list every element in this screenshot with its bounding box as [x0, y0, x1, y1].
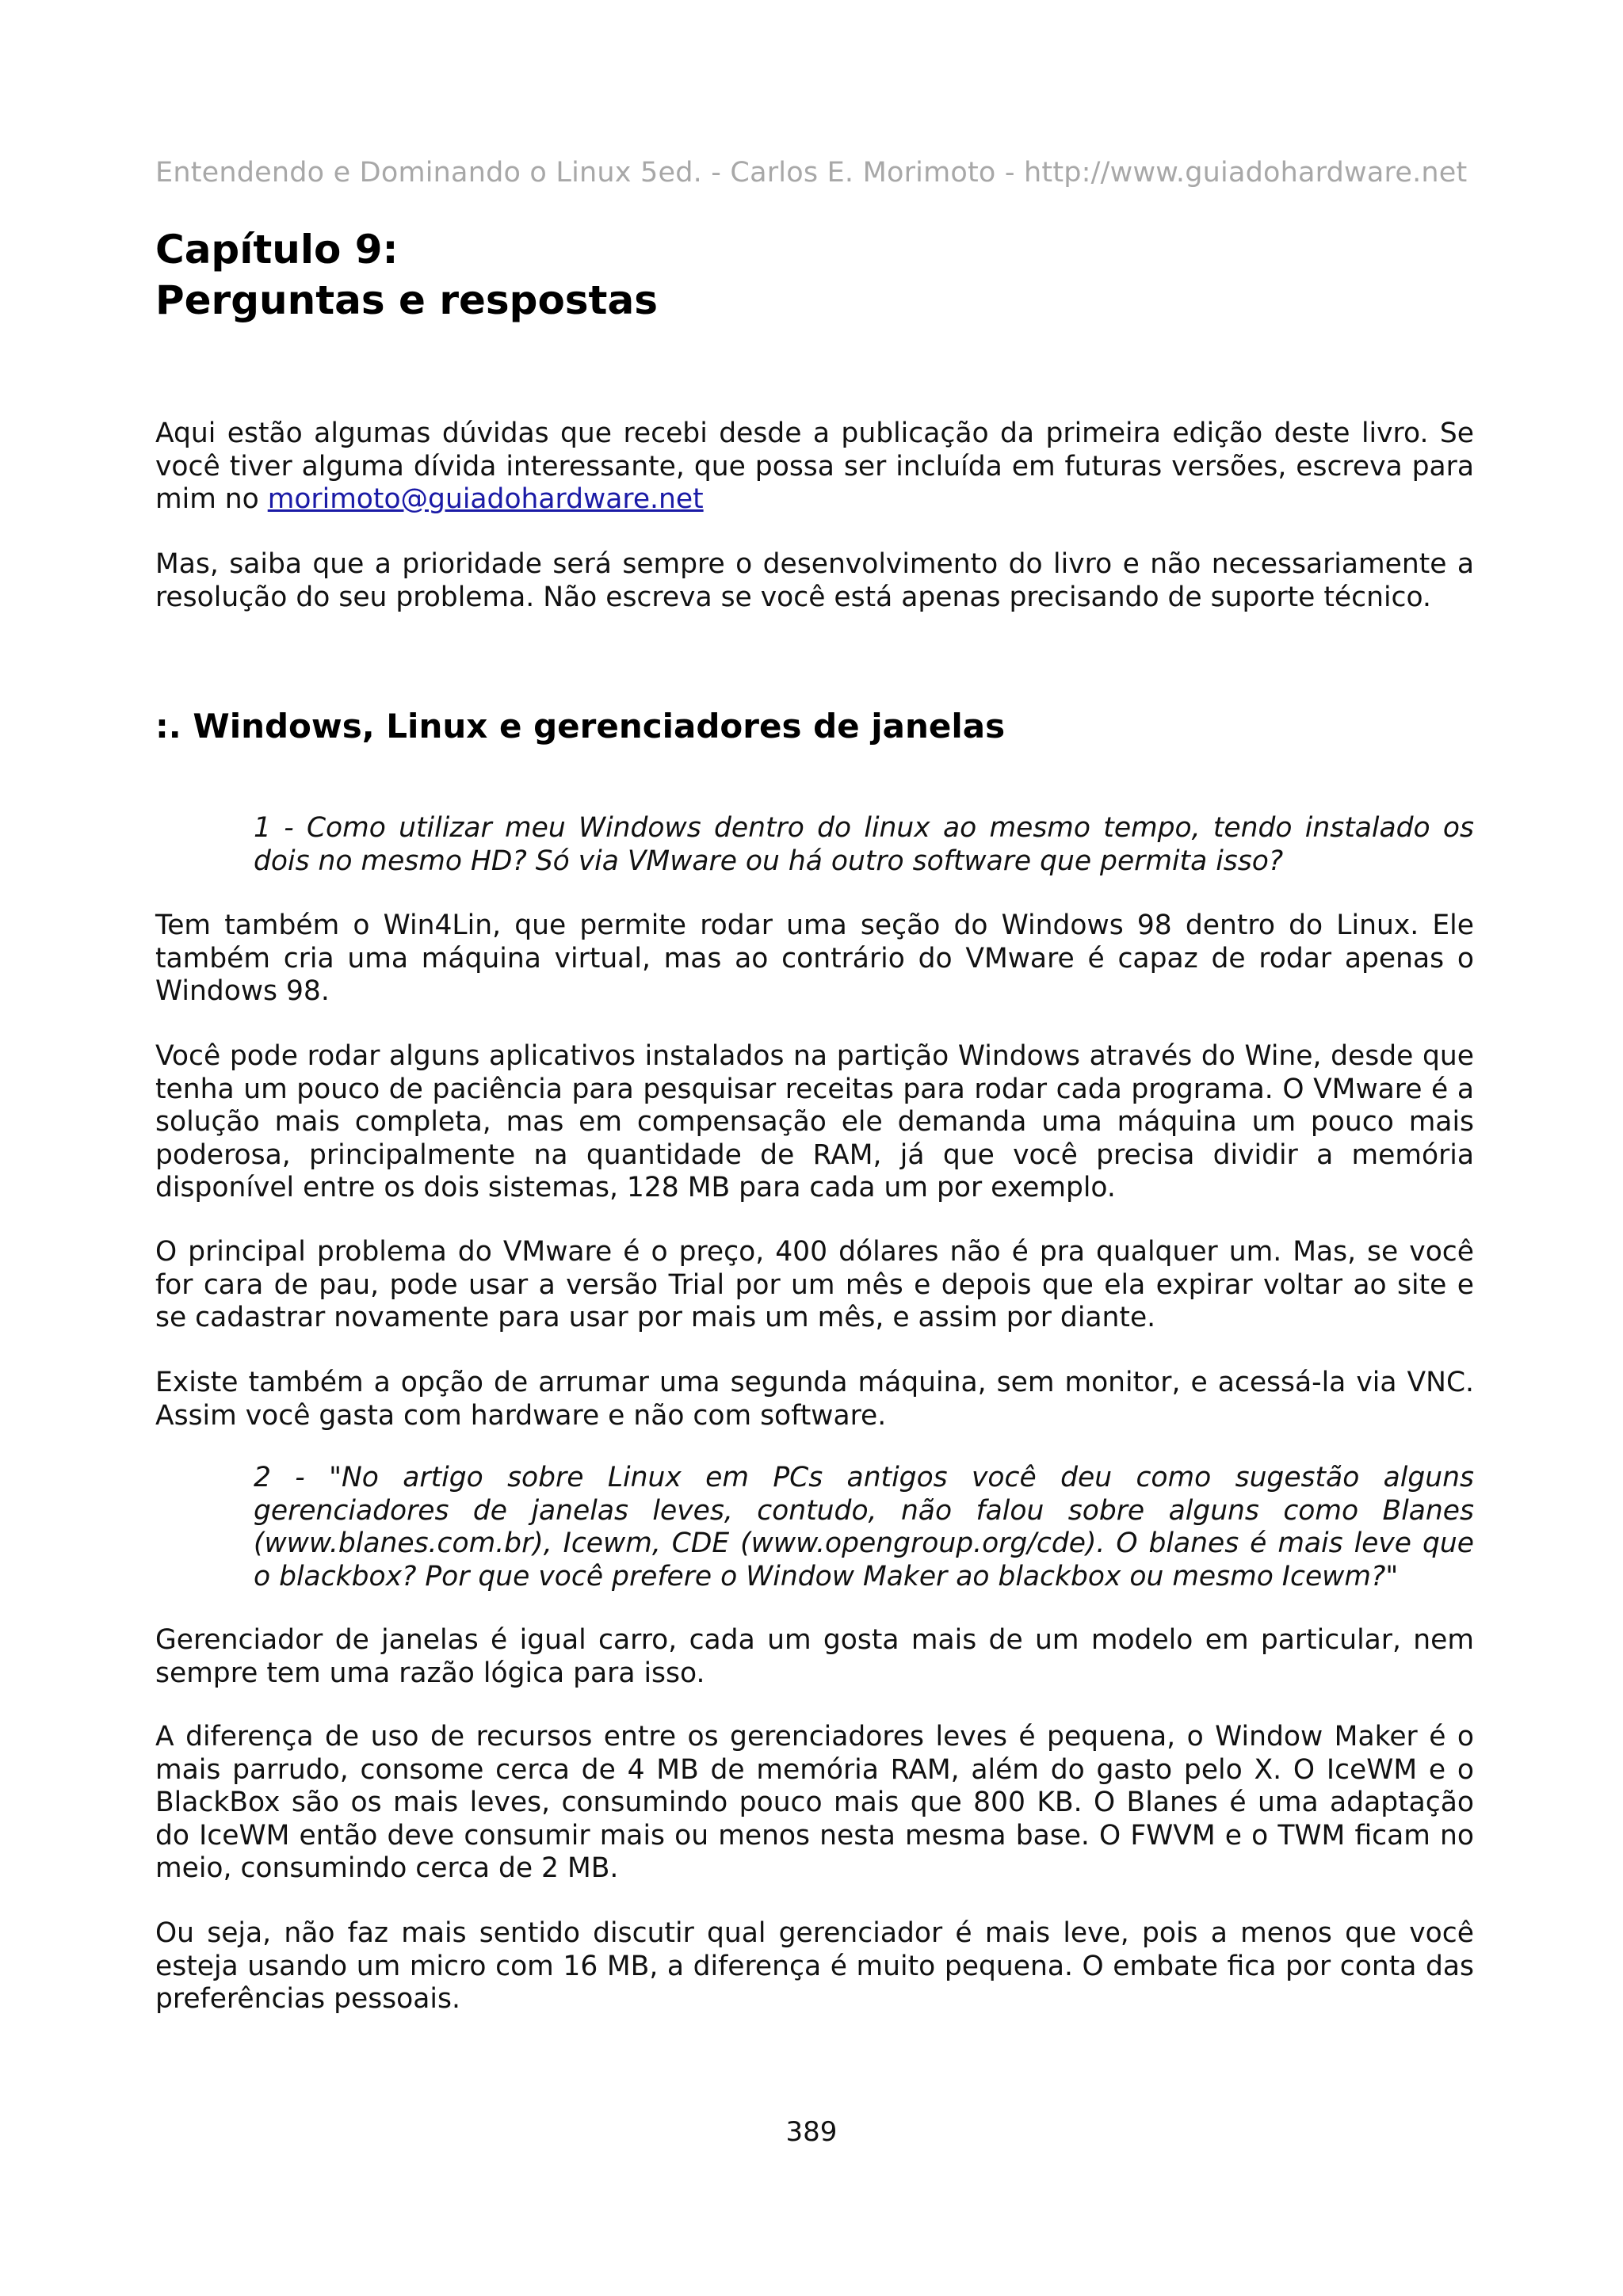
question-1: 1 - Como utilizar meu Windows dentro do linux ao mesmo tempo, tendo instalado os dois no mesmo HD? Só via VMware ou há outro software que permita isso?: [254, 812, 1474, 877]
chapter-name: Perguntas e respostas: [155, 277, 658, 323]
intro-paragraph-1-text: Aqui estão algumas dúvidas que recebi desde a publicação da primeira edição deste livro. Se você tiver alguma dívida interessante, que possa ser incluída em futuras versões, escreva para mim no: [155, 418, 1474, 515]
answer-2-paragraph-3: Ou seja, não faz mais sentido discutir qual gerenciador é mais leve, pois a menos que você esteja usando um micro com 16 MB, a diferença é muito pequena. O embate fica por conta das preferências pessoais.: [155, 1917, 1474, 2015]
section-heading: :. Windows, Linux e gerenciadores de janelas: [155, 707, 1006, 746]
answer-1-paragraph-3: O principal problema do VMware é o preço, 400 dólares não é pra qualquer um. Mas, se você for cara de pau, pode usar a versão Trial por um mês e depois que ela expirar voltar ao site e se cadastrar novamente para usar por mais um mês, e assim por diante.: [155, 1236, 1474, 1333]
answer-2-paragraph-1: Gerenciador de janelas é igual carro, cada um gosta mais de um modelo em particular, nem sempre tem uma razão lógica para isso.: [155, 1624, 1474, 1689]
answer-1-paragraph-4: Existe também a opção de arrumar uma segunda máquina, sem monitor, e acessá-la via VNC. Assim você gasta com hardware e não com software.: [155, 1367, 1474, 1432]
intro-paragraph-1: [155, 418, 1474, 517]
question-2: 2 - "No artigo sobre Linux em PCs antigos você deu como sugestão alguns gerenciadores de janelas leves, contudo, não falou sobre alguns como Blanes (www.blanes.com.br), Icewm, CDE (www.opengroup.org/cde). O blanes é mais leve que o blackbox? Por que você prefere o Window Maker ao blackbox ou mesmo Icewm?": [254, 1462, 1474, 1592]
chapter-title: [155, 224, 1471, 326]
answer-1-paragraph-2: Você pode rodar alguns aplicativos instalados na partição Windows através do Wine, desde que tenha um pouco de paciência para pesquisar receitas para rodar cada programa. O VMware é a solução mais completa, mas em compensação ele demanda uma máquina um pouco mais poderosa, principalmente na quantidade de RAM, já que você precisa dividir a memória disponível entre os dois sistemas, 128 MB para cada um por exemplo.: [155, 1040, 1474, 1203]
intro-paragraph-2: Mas, saiba que a prioridade será sempre o desenvolvimento do livro e não necessariamente a resolução do seu problema. Não escreva se você está apenas precisando de suporte técnico.: [155, 548, 1474, 613]
chapter-number: Capítulo 9:: [155, 227, 399, 273]
answer-1-paragraph-1: Tem também o Win4Lin, que permite rodar uma seção do Windows 98 dentro do Linux. Ele também cria uma máquina virtual, mas ao contrário do VMware é capaz de rodar apenas o Windows 98.: [155, 910, 1474, 1007]
email-link[interactable]: morimoto@guiadohardware.net: [267, 483, 704, 515]
page-number: 389: [785, 2116, 838, 2148]
running-header: Entendendo e Dominando o Linux 5ed. - Carlos E. Morimoto - http://www.guiadohardware.net: [155, 157, 1468, 189]
answer-2-paragraph-2: A diferença de uso de recursos entre os gerenciadores leves é pequena, o Window Maker é o mais parrudo, consome cerca de 4 MB de memória RAM, além do gasto pelo X. O IceWM e o BlackBox são os mais leves, consumindo pouco mais que 800 KB. O Blanes é uma adaptação do IceWM então deve consumir mais ou menos nesta mesma base. O FWVM e o TWM ficam no meio, consumindo cerca de 2 MB.: [155, 1721, 1474, 1884]
